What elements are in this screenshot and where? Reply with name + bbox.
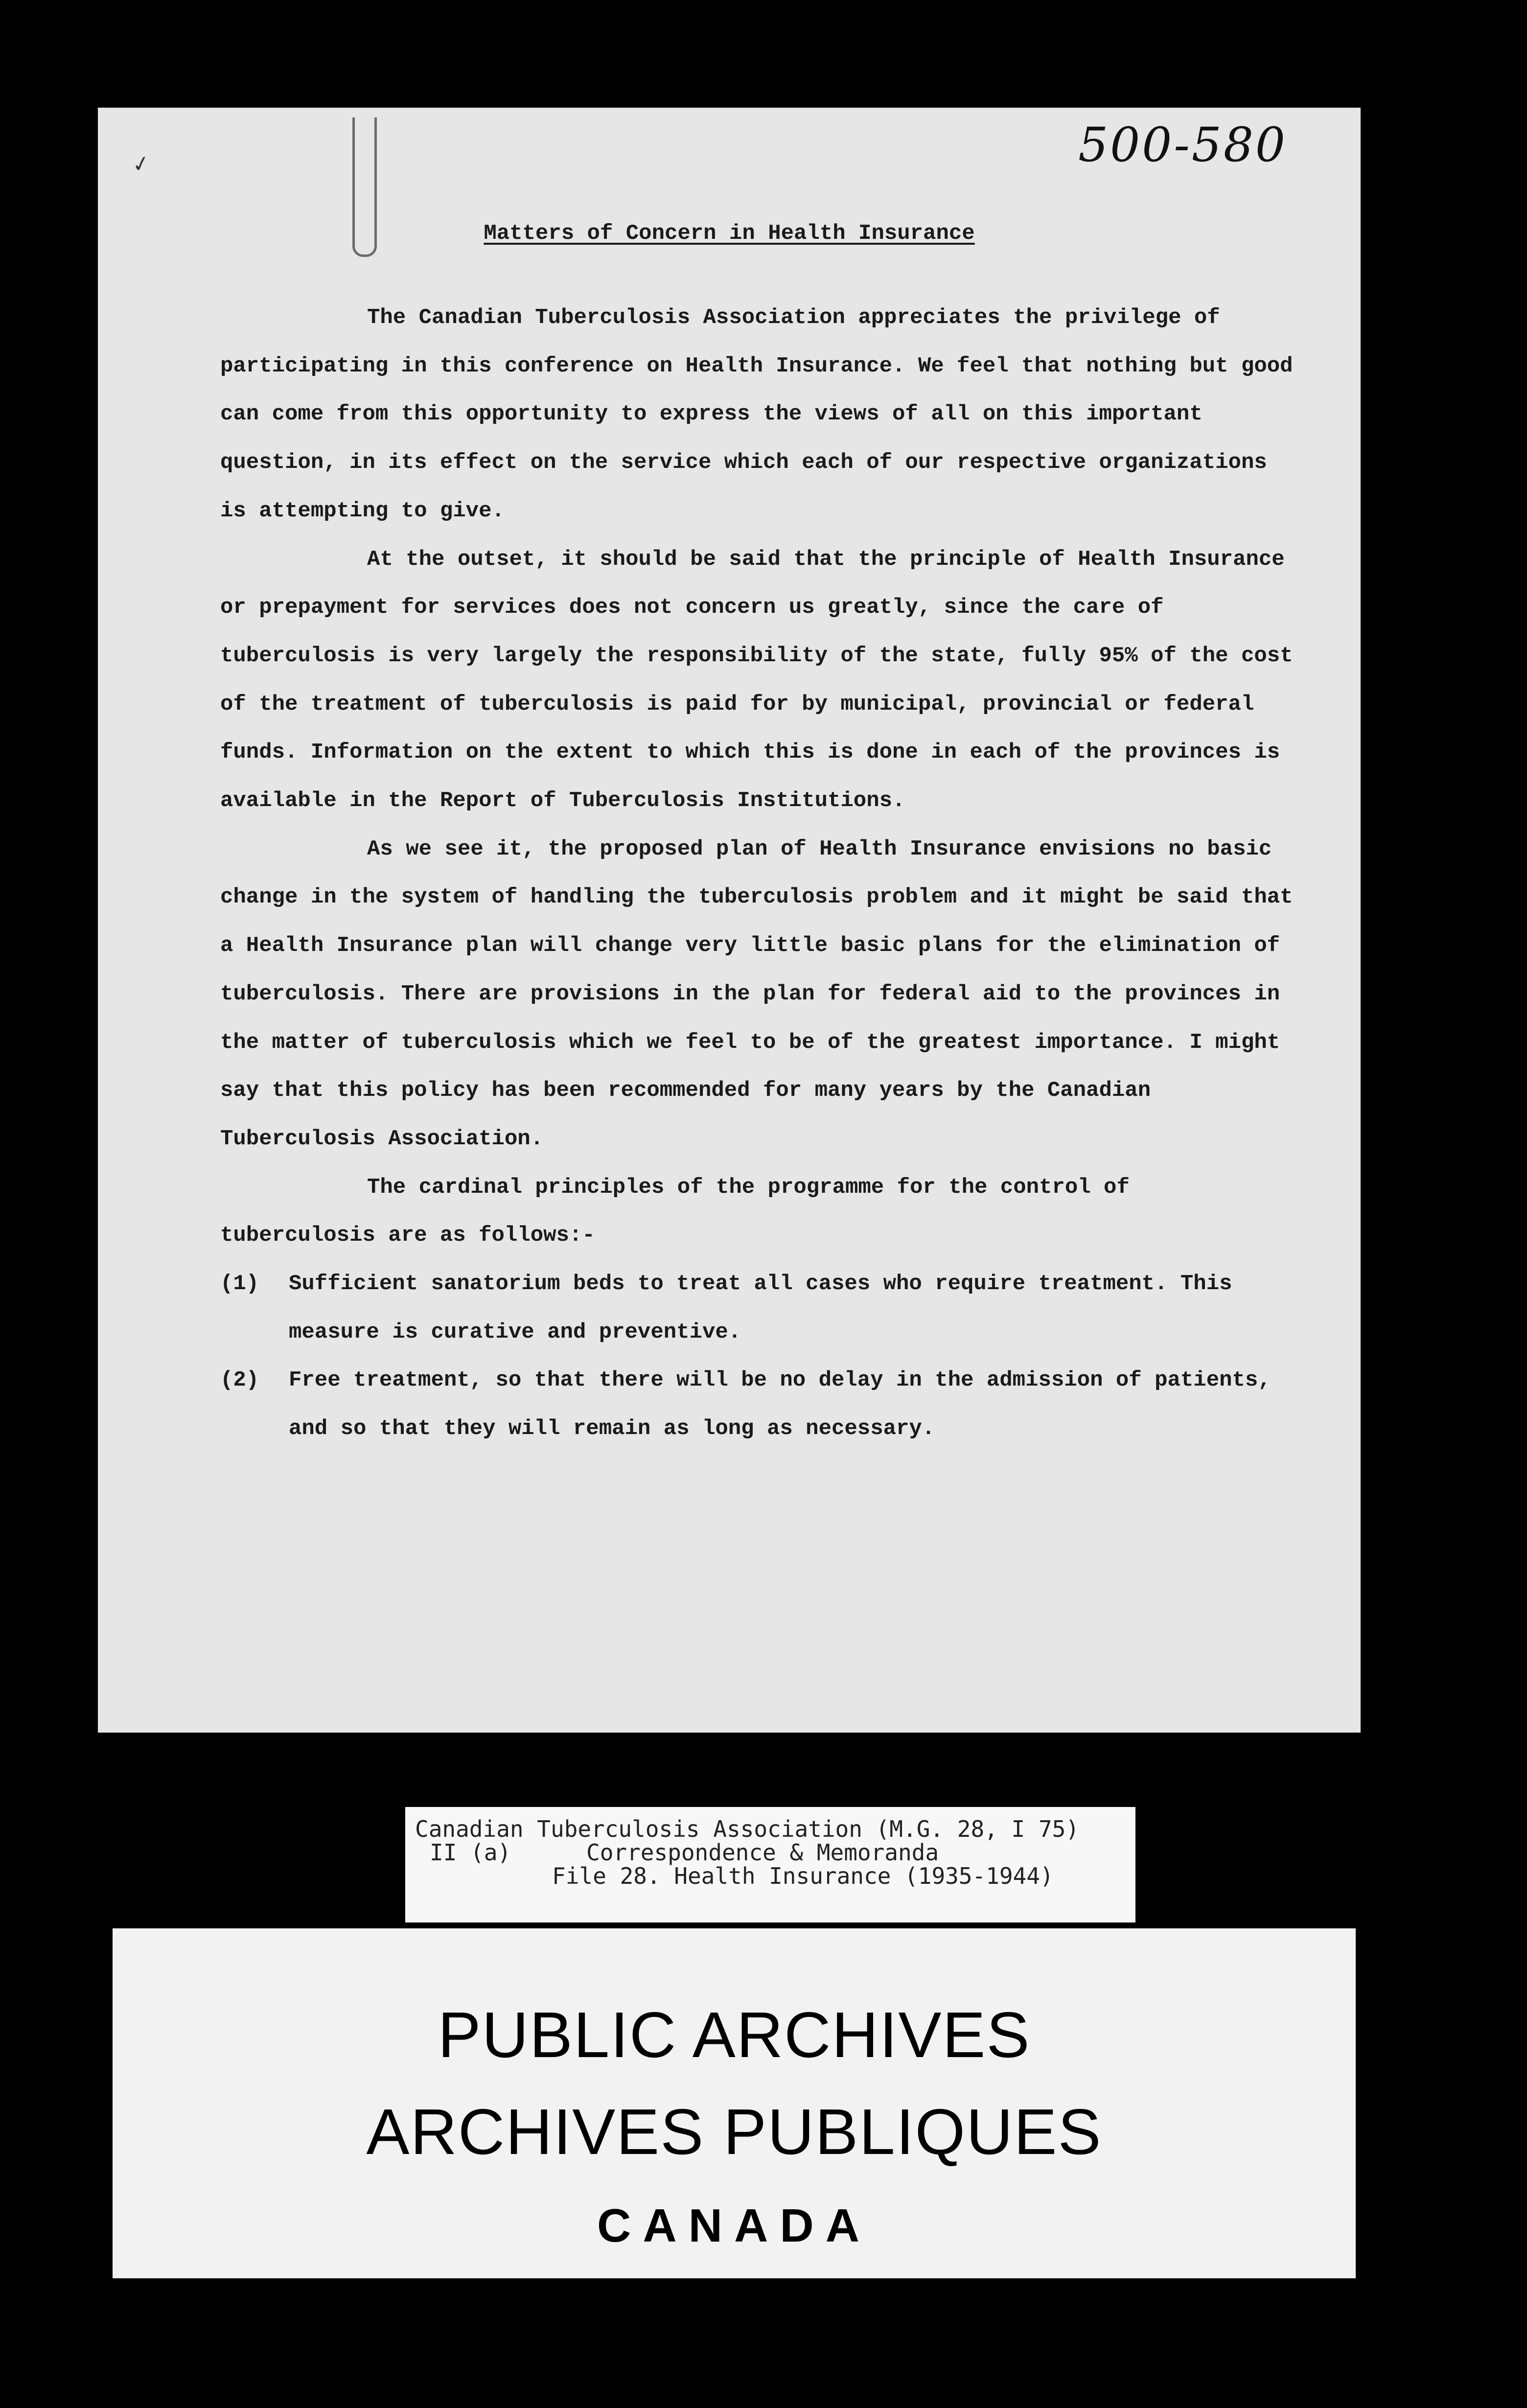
list-item	[220, 1260, 1297, 1356]
archives-country: CANADA	[597, 2200, 871, 2252]
reference-line-series-title: Correspondence & Memoranda	[586, 1839, 939, 1866]
list-marker: (1)	[220, 1272, 259, 1297]
document-page	[98, 108, 1361, 1733]
paragraph: The cardinal principles of the programme for the control of tuberculosis are as follows:-	[220, 1175, 1130, 1248]
public-archives-banner	[113, 1928, 1356, 2278]
reference-line-series-code: II (a)	[430, 1839, 511, 1866]
document-title: Matters of Concern in Health Insurance	[484, 221, 975, 246]
list-item-text: Free treatment, so that there will be no delay in the admission of patients, and so that they will remain as long as necessary.	[289, 1368, 1271, 1441]
paragraph: As we see it, the proposed plan of Health Insurance envisions no basic change in the system of handling the tuberculosis problem and it might be said that a Health Insurance plan will change very little basic plans for the elimination of tuberculosis. There are provisions in the plan for federal aid to the provinces in the matter of tuberculosis which we feel to be of the greatest importance. I might say that this policy has been recommended for many years by the Canadian Tuberculosis Association.	[220, 836, 1293, 1151]
archives-name-french: ARCHIVES PUBLIQUES	[366, 2096, 1102, 2168]
reference-line-fonds: Canadian Tuberculosis Association (M.G. 28, I 75)	[415, 1816, 1080, 1842]
archive-reference-label	[405, 1807, 1135, 1922]
list-item	[220, 1356, 1297, 1453]
document-body	[220, 294, 1297, 1453]
paragraph: The Canadian Tuberculosis Association appreciates the privilege of participating in this conference on Health Insurance. We feel that nothing but good can come from this opportunity to express the views of all on this important question, in its effect on the service which each of our respective organizations is attempting to give.	[220, 305, 1293, 523]
paragraph: At the outset, it should be said that the principle of Health Insurance or prepayment for services does not concern us greatly, since the care of tuberculosis is very largely the responsibility of the state, fully 95% of the cost of the treatment of tuberculosis is paid for by municipal, provincial or federal funds. Information on the extent to which this is done in each of the provinces is available in the Report of Tuberculosis Institutions.	[220, 547, 1293, 813]
list-marker: (2)	[220, 1368, 259, 1393]
handwritten-page-number: 500-580	[1078, 117, 1287, 172]
list-item-text: Sufficient sanatorium beds to treat all cases who require treatment. This measure is curative and preventive.	[289, 1272, 1232, 1344]
corner-check-mark: ✓	[130, 150, 153, 179]
reference-line-file: File 28. Health Insurance (1935-1944)	[552, 1863, 1054, 1889]
archives-name-english: PUBLIC ARCHIVES	[438, 1999, 1031, 2071]
